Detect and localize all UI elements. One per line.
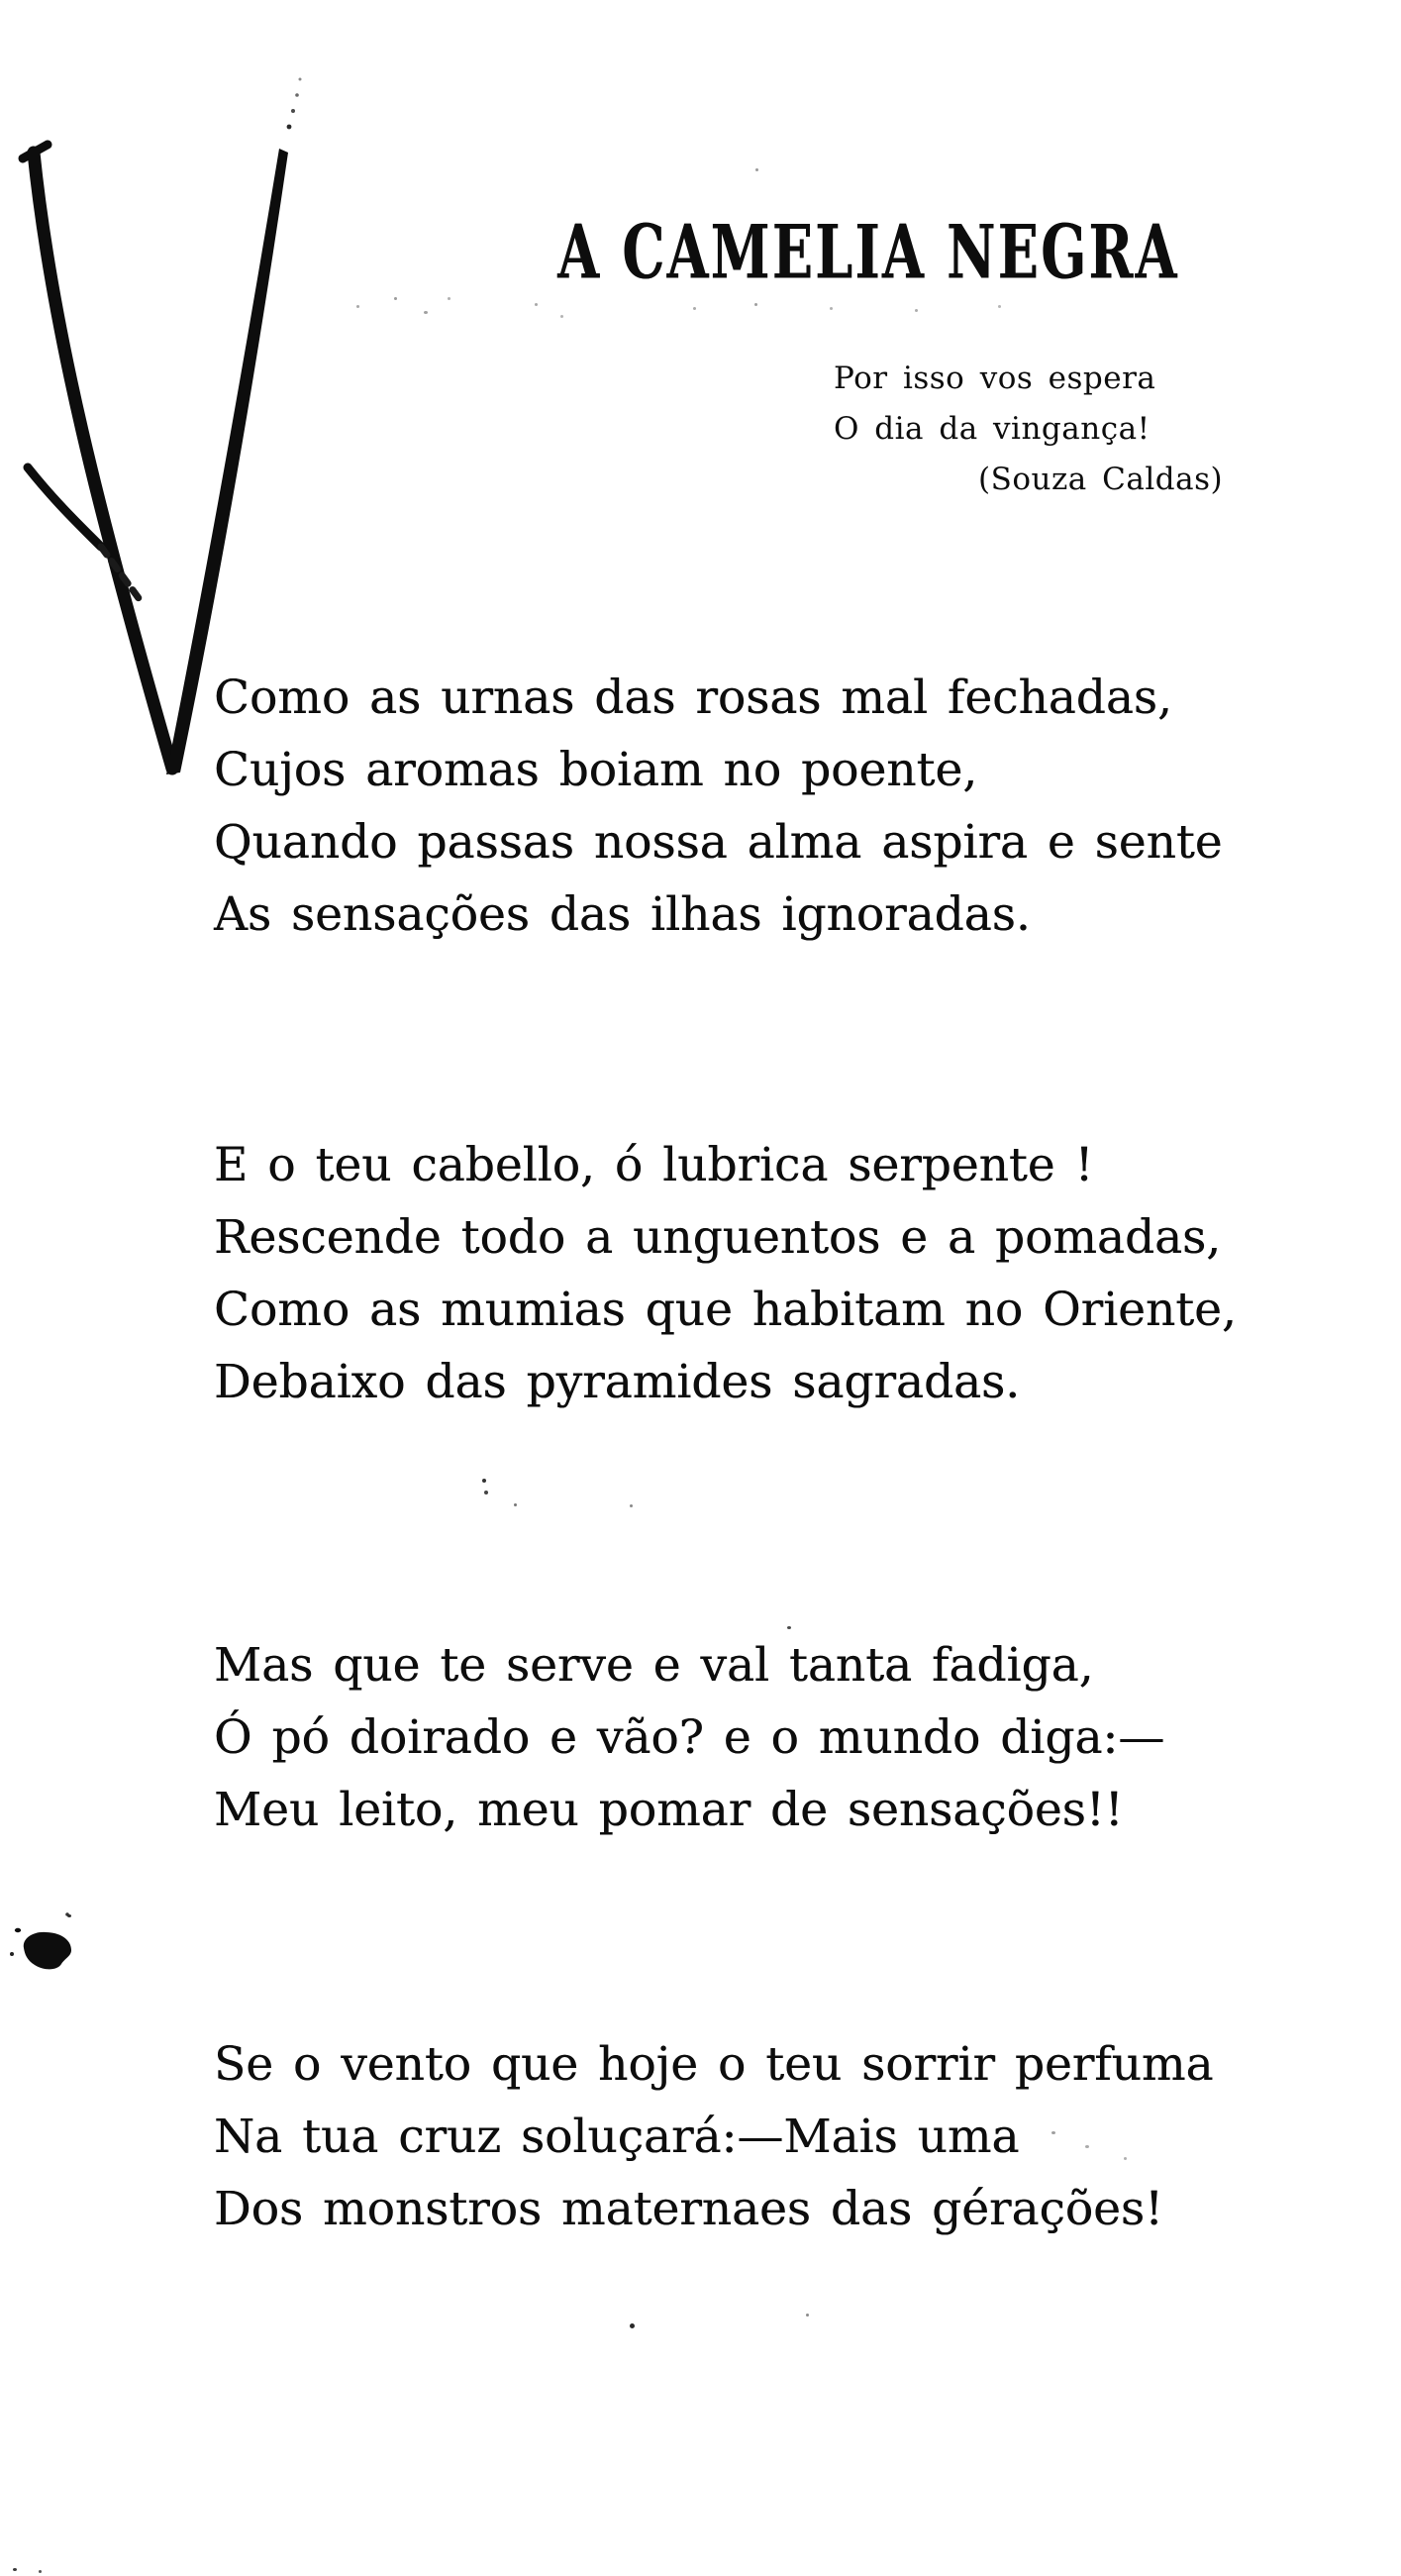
scan-speck xyxy=(915,309,918,312)
epigraph-line: Por isso vos espera xyxy=(834,361,1156,396)
scan-speck xyxy=(514,1503,517,1506)
stanza-4 xyxy=(214,2028,1214,2245)
epigraph-line: O dia da vingança! xyxy=(834,411,1151,447)
scan-speck xyxy=(67,1914,71,1917)
scan-speck xyxy=(693,307,696,310)
scan-speck xyxy=(39,2570,42,2573)
poem-title-text: A CAMELIA NEGRA xyxy=(557,207,1179,296)
poem-line: Meu leito, meu pomar de sensações!! xyxy=(214,1783,1124,1837)
poem-line: Dos monstros maternaes das gérações! xyxy=(214,2182,1163,2236)
scan-speck xyxy=(755,168,758,171)
poem-line: As sensações das ilhas ignoradas. xyxy=(214,887,1031,942)
scan-speck xyxy=(830,307,833,310)
poem-line: Como as mumias que habitam no Oriente, xyxy=(214,1283,1237,1337)
poem-line: Rescende todo a unguentos e a pomadas, xyxy=(214,1210,1222,1265)
scan-speck xyxy=(484,1491,488,1494)
scan-speck xyxy=(630,2323,635,2328)
scan-speck xyxy=(448,297,450,300)
scan-speck xyxy=(560,315,563,318)
scan-speck xyxy=(13,2568,17,2571)
scan-speck xyxy=(1124,2157,1127,2160)
ink-blot xyxy=(8,1906,87,1981)
stanza-2 xyxy=(214,1129,1237,1418)
poem-line: Se o vento que hoje o teu sorrir perfuma xyxy=(214,2037,1214,2092)
poem-line: Ó pó doirado e vão? e o mundo diga:— xyxy=(214,1710,1165,1765)
poem-line: Como as urnas das rosas mal fechadas, xyxy=(214,670,1172,725)
poem-line: Debaixo das pyramides sagradas. xyxy=(214,1355,1021,1409)
poem-line: Na tua cruz soluçará:—Mais uma xyxy=(214,2110,1020,2164)
scan-speck xyxy=(482,1479,486,1483)
scan-speck xyxy=(787,1626,791,1629)
epigraph xyxy=(834,354,1223,505)
stanza-1 xyxy=(214,662,1223,951)
scan-speck xyxy=(394,297,397,300)
scan-speck xyxy=(424,311,428,314)
poem-line: Cujos aromas boiam no poente, xyxy=(214,743,978,797)
epigraph-attribution: (Souza Caldas) xyxy=(978,462,1224,497)
poem-line: Mas que te serve e val tanta fadiga, xyxy=(214,1638,1094,1693)
scan-speck xyxy=(998,305,1001,308)
scan-speck xyxy=(754,303,757,306)
scan-speck xyxy=(806,2314,809,2317)
stanza-3 xyxy=(214,1629,1164,1846)
poem-line: E o teu cabello, ó lubrica serpente ! xyxy=(214,1138,1094,1192)
scan-speck xyxy=(630,1504,633,1507)
scan-speck xyxy=(1051,2131,1055,2134)
poem-title xyxy=(459,207,1179,296)
poem-line: Quando passas nossa alma aspira e sente xyxy=(214,815,1223,870)
scan-speck xyxy=(535,303,538,306)
scan-speck xyxy=(356,305,359,308)
scan-speck xyxy=(1085,2145,1089,2148)
